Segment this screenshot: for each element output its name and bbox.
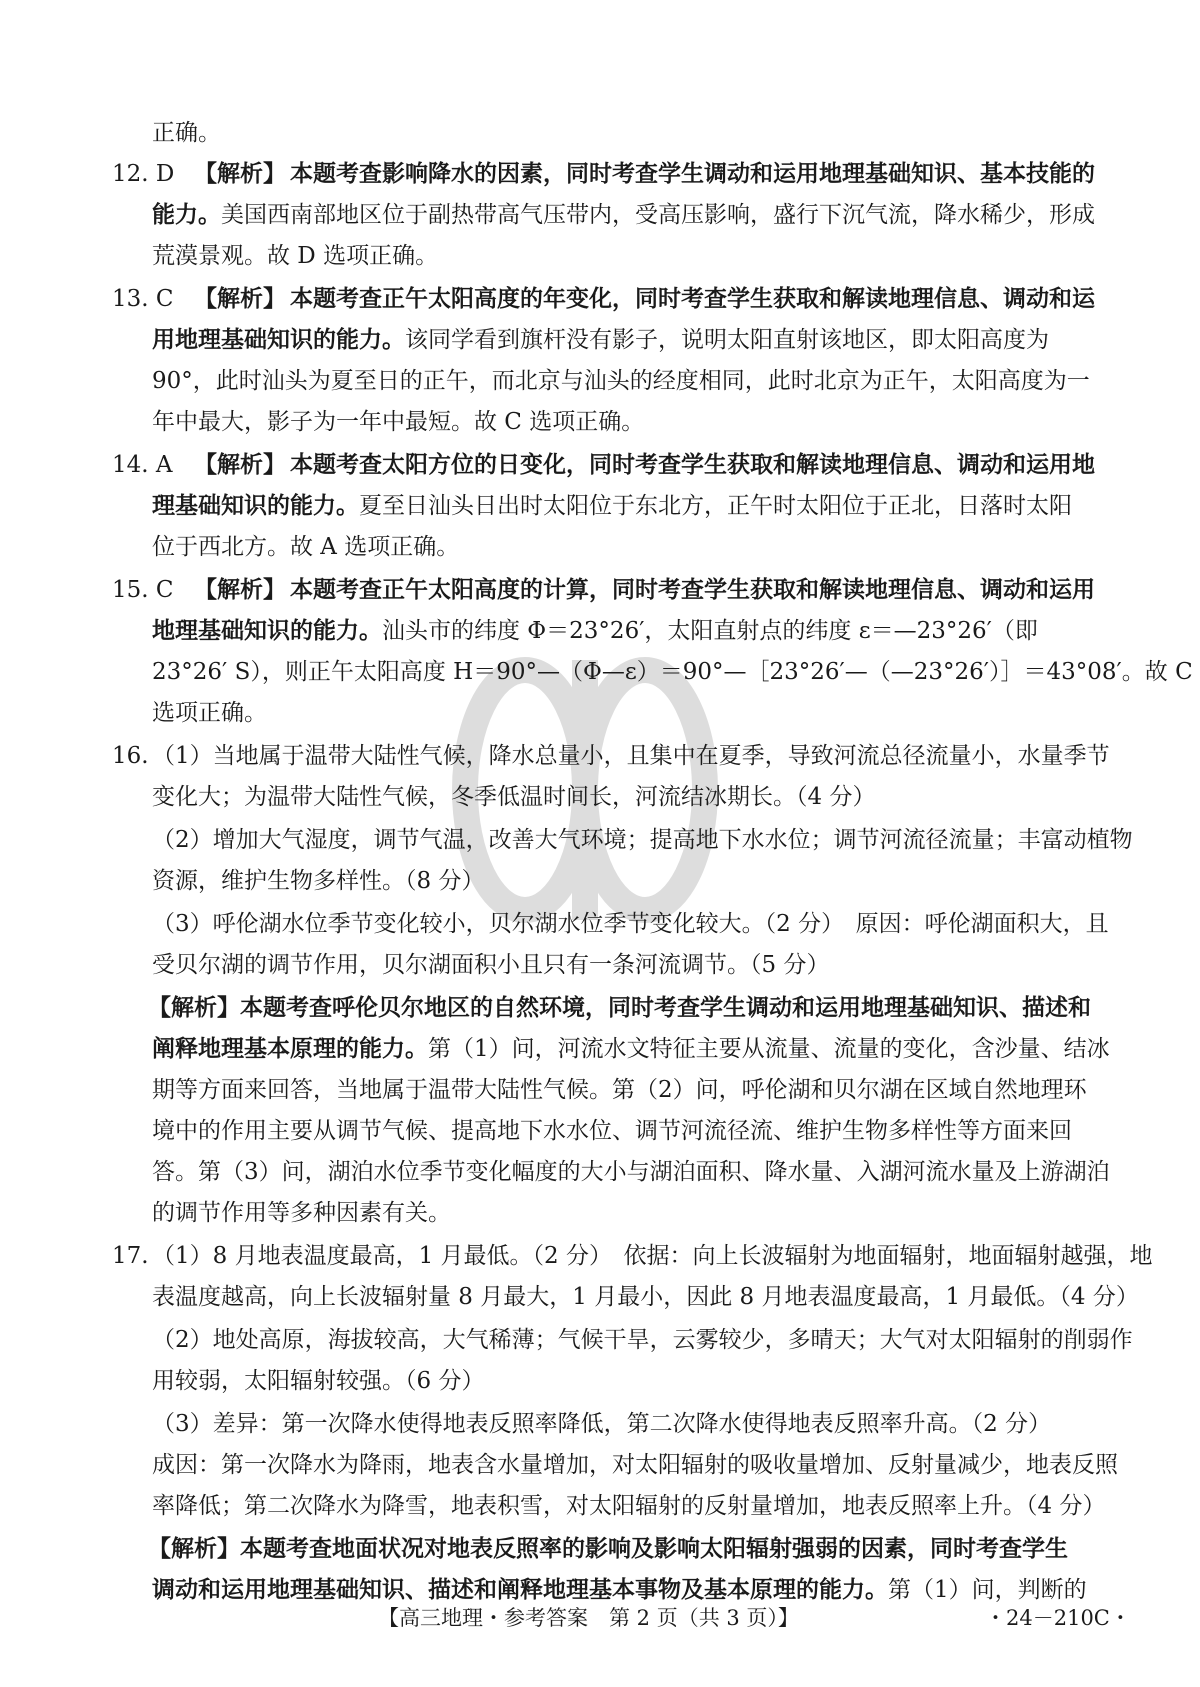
text-line: 期等方面来回答，当地属于温带大陆性气候。第（2）问，呼伦湖和贝尔湖在区域自然地理环 — [152, 1077, 1087, 1103]
question-number: 15. C — [112, 577, 174, 603]
analysis-bold: 地理基础知识的能力。 — [152, 618, 382, 644]
footer-title: 【高三地理・参考答案 第 2 页（共 3 页）】 — [378, 1606, 799, 1630]
analysis-text: 美国西南部地区位于副热带高气压带内，受高压影响，盛行下沉气流，降水稀少，形成 — [221, 202, 1095, 228]
text-line: 90°，此时汕头为夏至日的正午，而北京与汕头的经度相同，此时北京为正午，太阳高度为一 — [152, 368, 1090, 394]
text-line — [152, 1029, 1110, 1071]
question-number: 14. A — [112, 452, 173, 478]
analysis-bold: 阐释地理基本原理的能力。 — [152, 1036, 428, 1062]
text-line — [194, 154, 1095, 196]
analysis-text: 第（1）问，河流水文特征主要从流量、流量的变化，含沙量、结冰 — [428, 1036, 1110, 1062]
answer-line: 成因：第一次降水为降雨，地表含水量增加，对太阳辐射的吸收量增加、反射量减少，地表反照 — [152, 1452, 1118, 1478]
analysis-bold: 本题考查太阳方位的日变化，同时考查学生获取和解读地理信息、调动和运用地 — [290, 452, 1095, 478]
analysis-bold: 本题考查呼伦贝尔地区的自然环境，同时考查学生调动和运用地理基础知识、描述和 — [240, 995, 1091, 1021]
page-footer — [0, 1598, 1200, 1638]
analysis-tag: 【解析】 — [194, 452, 286, 478]
text-line: 的调节作用等多种因素有关。 — [152, 1200, 451, 1226]
text-line: 正确。 — [152, 120, 221, 146]
text-line: 年中最大，影子为一年中最短。故 C 选项正确。 — [152, 409, 645, 435]
answer-line: 率降低；第二次降水为降雪，地表积雪，对太阳辐射的反射量增加，地表反照率上升。（4 分） — [152, 1493, 1106, 1519]
answer-line: 用较弱，太阳辐射较强。（6 分） — [152, 1368, 485, 1394]
analysis-bold: 本题考查影响降水的因素，同时考查学生调动和运用地理基础知识、基本技能的 — [290, 161, 1095, 187]
analysis-tag: 【解析】 — [194, 161, 286, 187]
question-number: 17. — [112, 1243, 149, 1269]
analysis-bold: 能力。 — [152, 202, 221, 228]
text-line: 荒漠景观。故 D 选项正确。 — [152, 243, 439, 269]
question-number: 12. D — [112, 161, 175, 187]
text-line: 答。第（3）问，湖泊水位季节变化幅度的大小与湖泊面积、降水量、入湖河流水量及上游湖泊 — [152, 1159, 1110, 1185]
text-line — [194, 445, 1095, 487]
analysis-bold: 本题考查地面状况对地表反照率的影响及影响太阳辐射强弱的因素，同时考查学生 — [240, 1536, 1068, 1562]
answer-line: 表温度越高，向上长波辐射量 8 月最大，1 月最小，因此 8 月地表温度最高，1 月最低。（4 分） — [152, 1284, 1139, 1310]
analysis-text: 夏至日汕头日出时太阳位于东北方，正午时太阳位于正北，日落时太阳 — [359, 493, 1072, 519]
answer-line: 受贝尔湖的调节作用，贝尔湖面积小且只有一条河流调节。（5 分） — [152, 952, 830, 978]
analysis-tag: 【解析】 — [194, 577, 286, 603]
text-line — [194, 279, 1095, 321]
text-line — [152, 611, 1038, 653]
answer-line: （3）差异：第一次降水使得地表反照率降低，第二次降水使得地表反照率升高。（2 分） — [152, 1411, 1052, 1437]
answer-line: 资源，维护生物多样性。（8 分） — [152, 868, 485, 894]
question-number: 13. C — [112, 286, 174, 312]
text-line — [194, 570, 1095, 612]
text-line: 境中的作用主要从调节气候、提高地下水水位、调节河流径流、维护生物多样性等方面来回 — [152, 1118, 1072, 1144]
analysis-text: 该同学看到旗杆没有影子，说明太阳直射该地区，即太阳高度为 — [405, 327, 1049, 353]
analysis-tag: 【解析】 — [148, 1536, 240, 1562]
answer-line: （2）地处高原，海拔较高，大气稀薄；气候干旱，云雾较少，多晴天；大气对太阳辐射的削弱作 — [152, 1327, 1133, 1353]
analysis-text: 第（1）问，判断的 — [888, 1577, 1087, 1603]
text-line — [152, 486, 1072, 528]
answer-line: （2）增加大气湿度，调节气温，改善大气环境；提高地下水水位；调节河流径流量；丰富动植物 — [152, 827, 1133, 853]
analysis-bold: 本题考查正午太阳高度的计算，同时考查学生获取和解读地理信息、调动和运用 — [290, 577, 1095, 603]
text-line: 23°26′ S），则正午太阳高度 H＝90°—（Φ—ε）＝90°—［23°26′—（—23°26′）］＝43°08′。故 C — [152, 659, 1193, 685]
analysis-bold: 用地理基础知识的能力。 — [152, 327, 405, 353]
text-line: 选项正确。 — [152, 700, 267, 726]
answer-line: （3）呼伦湖水位季节变化较小，贝尔湖水位季节变化较大。（2 分） 原因：呼伦湖面积大，且 — [152, 911, 1109, 937]
analysis-text: 汕头市的纬度 Φ＝23°26′，太阳直射点的纬度 ε＝—23°26′（即 — [382, 618, 1038, 644]
text-line — [152, 195, 1095, 237]
text-line — [148, 988, 1091, 1030]
analysis-tag: 【解析】 — [194, 286, 286, 312]
question-number: 16. — [112, 743, 149, 769]
answer-line: （1）8 月地表温度最高，1 月最低。（2 分） 依据：向上长波辐射为地面辐射，地面辐射越强，地 — [152, 1243, 1153, 1269]
answer-line: （1）当地属于温带大陆性气候，降水总量小，且集中在夏季，导致河流总径流量小，水量季节 — [152, 743, 1110, 769]
analysis-bold: 本题考查正午太阳高度的年变化，同时考查学生获取和解读地理信息、调动和运 — [290, 286, 1095, 312]
analysis-bold: 调动和运用地理基础知识、描述和阐释地理基本事物及基本原理的能力。 — [152, 1577, 888, 1603]
analysis-bold: 理基础知识的能力。 — [152, 493, 359, 519]
text-line — [148, 1529, 1068, 1571]
answer-line: 变化大；为温带大陆性气候，冬季低温时间长，河流结冰期长。（4 分） — [152, 784, 876, 810]
footer-code: ・24－210C・ — [985, 1606, 1131, 1630]
text-line — [152, 320, 1049, 362]
analysis-tag: 【解析】 — [148, 995, 240, 1021]
text-line: 位于西北方。故 A 选项正确。 — [152, 534, 460, 560]
